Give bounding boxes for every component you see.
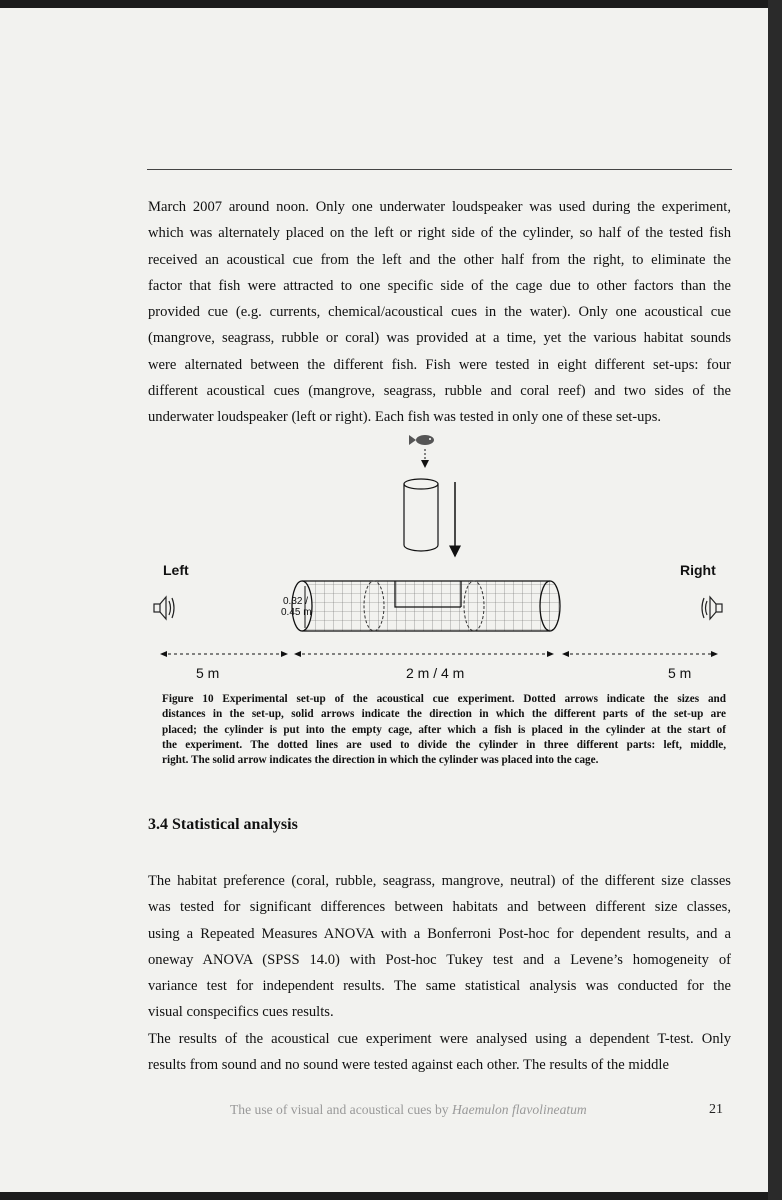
- caption-line: right. The solid arrow indicates the direction in which the cylinder was placed into the cage.: [162, 754, 599, 767]
- fish-icon: [409, 435, 434, 445]
- speaker-left-icon: [154, 597, 174, 619]
- text-line: oneway ANOVA (SPSS 14.0) with Post-hoc Tukey test and a Levene’s homogeneity of: [148, 951, 731, 968]
- text-line: March 2007 around noon. Only one underwater loudspeaker was used during the experiment,: [148, 199, 731, 215]
- vertical-cylinder: [404, 479, 438, 551]
- caption-line: Figure 10 Experimental set-up of the acoustical cue experiment. Dotted arrows indicate the sizes and: [162, 693, 726, 705]
- paragraph-ttest: [148, 1026, 731, 1079]
- text-line: using a Repeated Measures ANOVA with a Bonferroni Post-hoc for dependent results, and a: [148, 925, 731, 942]
- text-line: provided cue (e.g. currents, chemical/acoustical cues in the water). Only one acoustical cue: [148, 304, 731, 321]
- caption-line: placed; the cylinder is put into the empty cage, after which a fish is placed in the cylinder at the start of: [162, 723, 726, 736]
- figure-caption: [162, 692, 726, 768]
- section-heading: 3.4 Statistical analysis: [148, 816, 298, 833]
- text-line: received an acoustical cue from the left and the other half from the right, to eliminate the: [148, 251, 731, 268]
- text-line: were alternated between the different fish. Fish were tested in eight different set-ups: four: [148, 356, 731, 373]
- text-line: (mangrove, seagrass, rubble or coral) was provided at a time, yet the various habitat sounds: [148, 330, 731, 347]
- running-footer: The use of visual and acoustical cues by Haemulon flavolineatum: [230, 1102, 587, 1117]
- distance-left-label: 5 m: [196, 665, 220, 681]
- distance-middle-label: 2 m / 4 m: [406, 665, 465, 681]
- text-line: underwater loudspeaker (left or right). Each fish was tested in only one of these set-ups.: [148, 409, 662, 426]
- text-line: visual conspecifics cues results.: [148, 1004, 334, 1021]
- left-label: Left: [163, 562, 189, 578]
- caption-line: distances in the set-up, solid arrows indicate the direction in which the different parts of the set-up are: [162, 708, 726, 721]
- caption-line: the experiment. The dotted lines are used to divide the cylinder in three different parts: left, middle,: [162, 738, 726, 751]
- text-line: results from sound and no sound were tested against each other. The results of the middle: [148, 1057, 669, 1074]
- text-line: was tested for significant differences between habitats and between different size classes,: [148, 899, 731, 916]
- text-line: which was alternately placed on the left or right side of the cylinder, so half of the tested fish: [148, 225, 731, 242]
- species-name: Haemulon flavolineatum: [451, 1102, 587, 1117]
- text-line: The results of the acoustical cue experiment were analysed using a dependent T-test. Only: [148, 1031, 731, 1047]
- page-number: 21: [709, 1102, 723, 1117]
- cage-cylinder: [292, 581, 560, 631]
- page: [0, 8, 768, 1192]
- right-label: Right: [680, 562, 716, 578]
- text-line: variance test for independent results. The same statistical analysis was conducted for the: [148, 978, 731, 995]
- distance-right-label: 5 m: [668, 665, 692, 681]
- text-line: The habitat preference (coral, rubble, seagrass, mangrove, neutral) of the different size classes: [148, 873, 731, 889]
- paragraph-statistics: [148, 868, 731, 1026]
- speaker-right-icon: [702, 597, 722, 619]
- text-line: factor that fish were attracted to one specific side of the cage due to other factors than the: [148, 277, 731, 294]
- page-edge: [768, 0, 782, 1200]
- diameter-label-2: 0.45 m: [281, 607, 312, 618]
- diameter-label: 0.32 /: [283, 596, 309, 607]
- text-line: different acoustical cues (mangrove, seagrass, rubble and coral reef) and two sides of the: [148, 383, 731, 400]
